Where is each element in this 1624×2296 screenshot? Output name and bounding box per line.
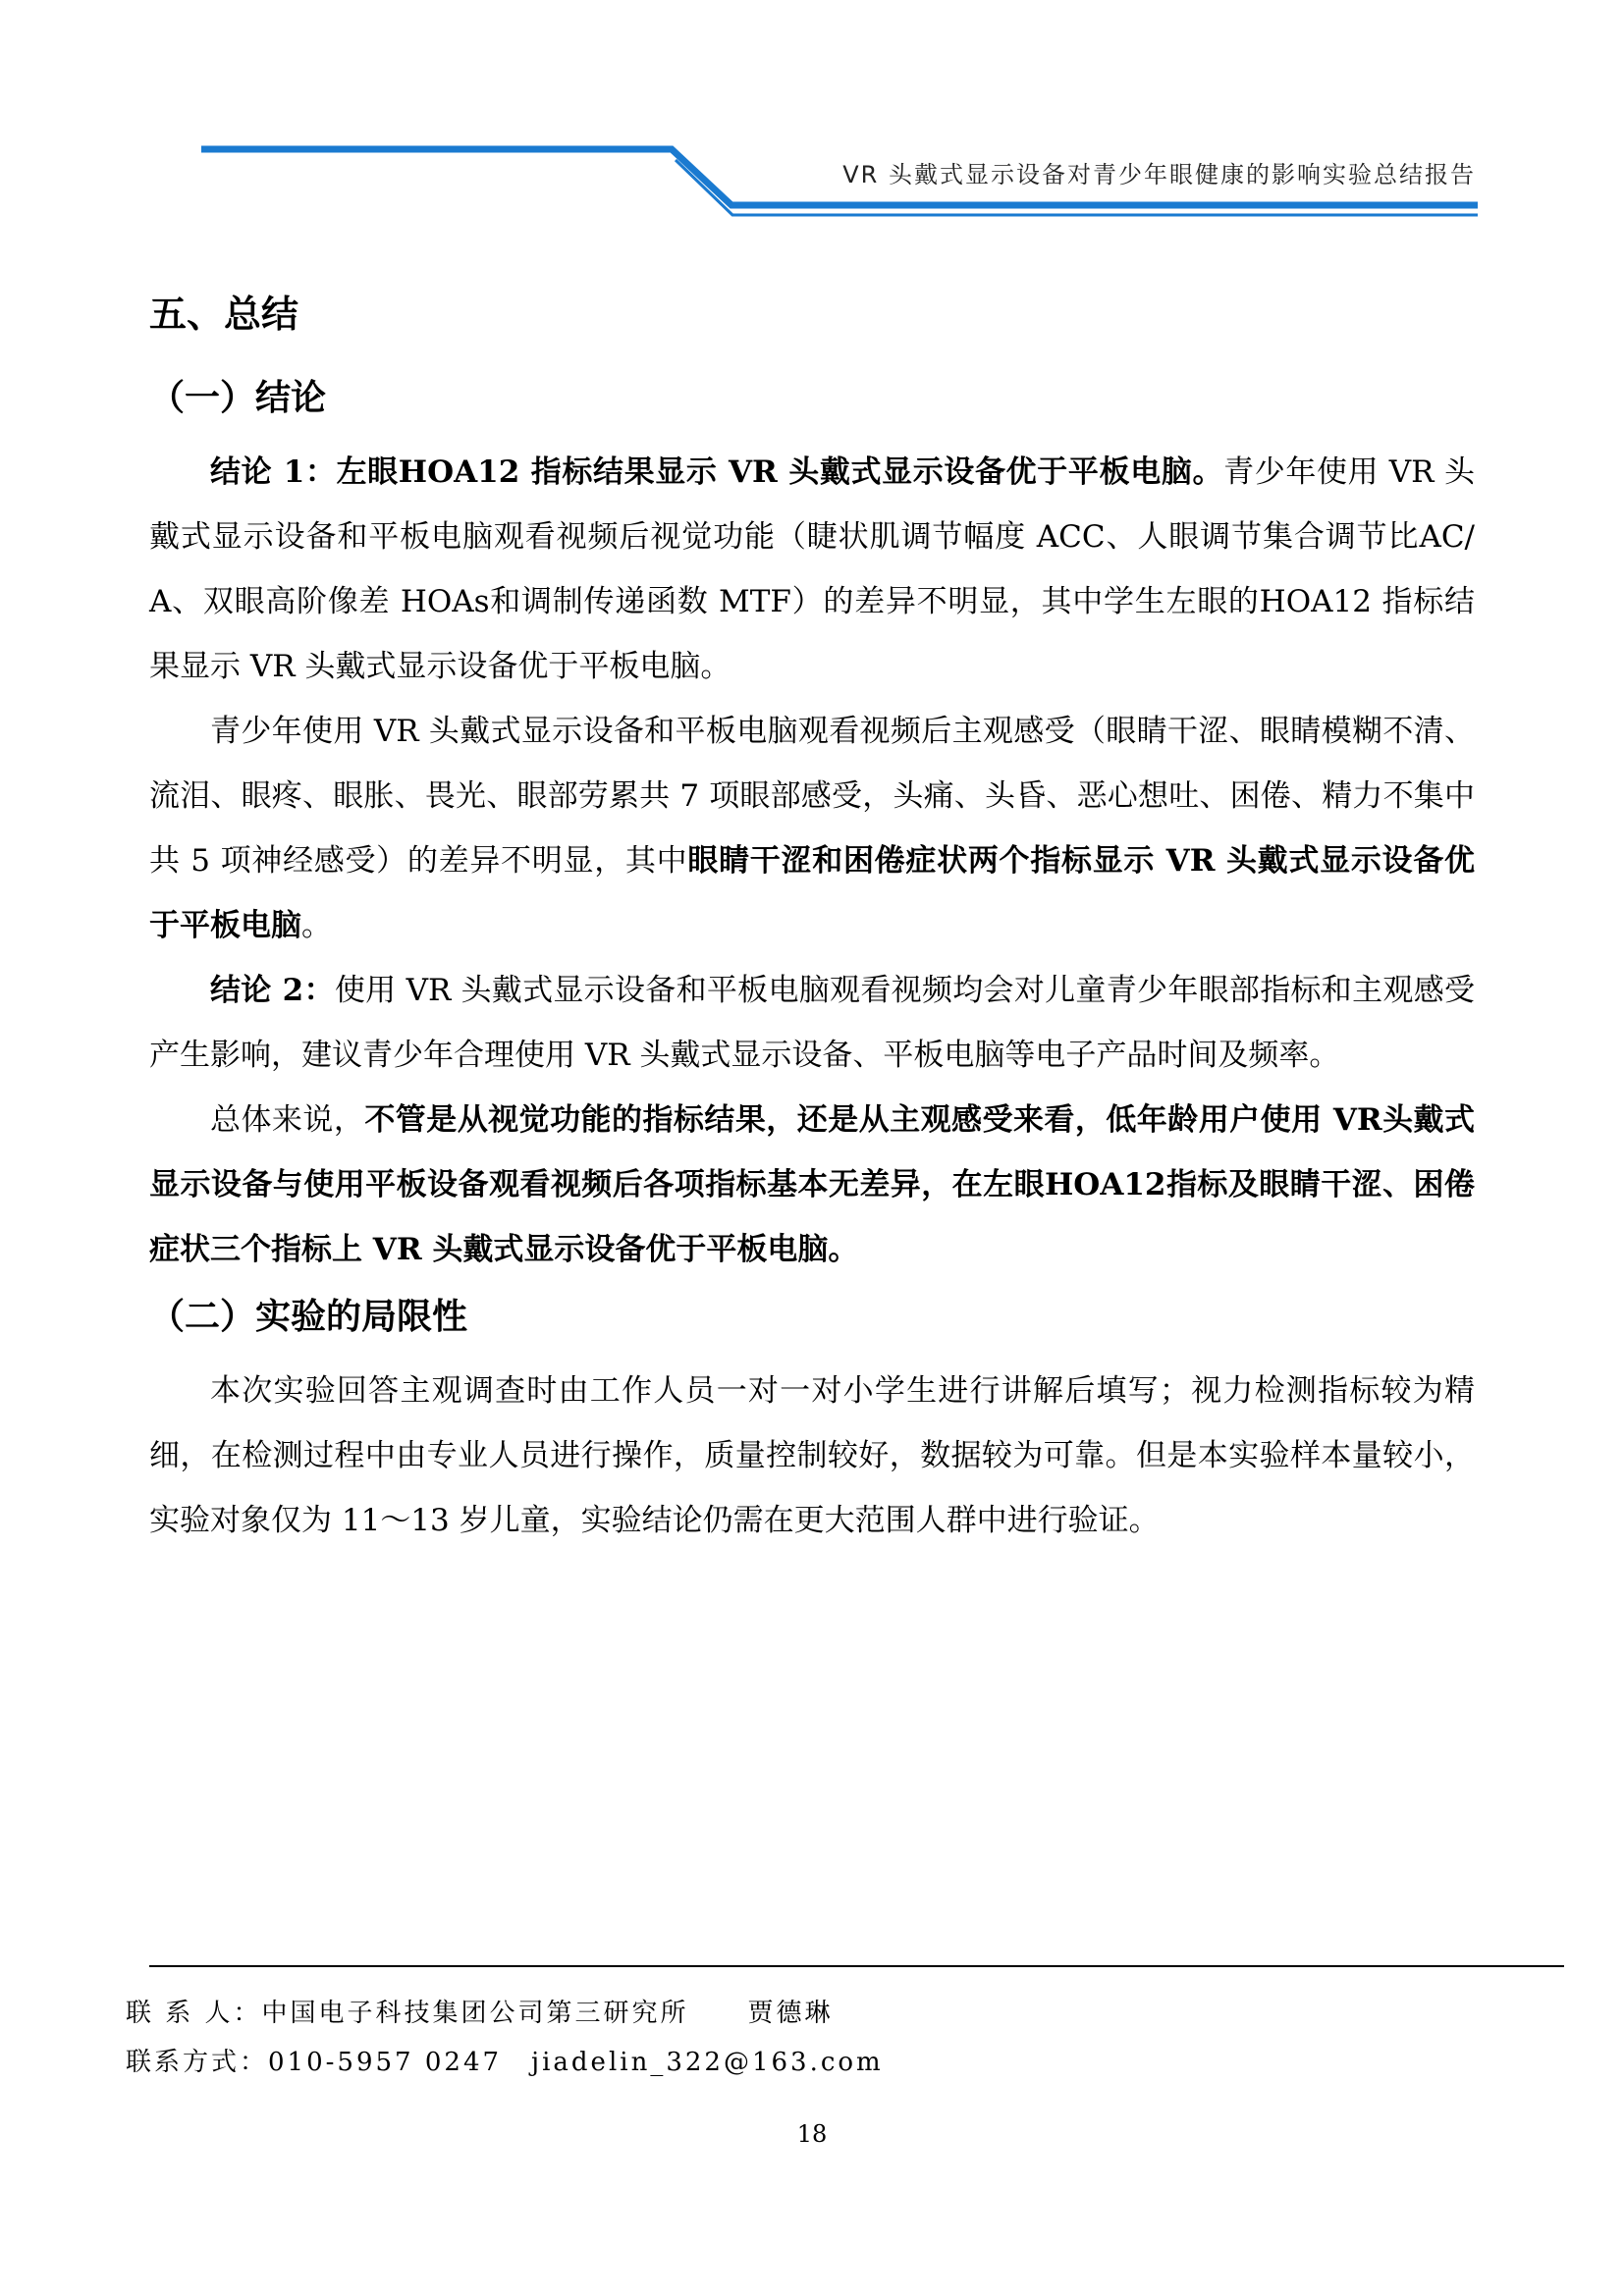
- page-number: 18: [796, 2120, 828, 2148]
- contact-org: 中国电子科技集团公司第三研究所: [261, 1999, 689, 2028]
- subjective-feeling-bold: 眼睛干涩和困倦症状两个指标显示 VR 头戴式显示设备优于平板电脑: [149, 843, 1475, 943]
- footer-rule: [149, 1965, 1564, 1967]
- subjective-feeling-text: 青少年使用 VR 头戴式显示设备和平板电脑观看视频后主观感受（眼睛干涩、眼睛模糊不清、流泪、眼疼、眼胀、畏光、眼部劳累共 7 项眼部感受，头痛、头昏、恶心想吐、困倦、精力不集中共 5 项神经感受）的差异不明显，其中: [149, 714, 1475, 879]
- subjective-feeling-paragraph: [149, 699, 1475, 958]
- contact-phone: 010-5957 0247: [268, 2048, 503, 2077]
- conclusion-2-paragraph: [149, 958, 1475, 1088]
- conclusion-1-bold: 结论 1：左眼HOA12 指标结果显示 VR 头戴式显示设备优于平板电脑。: [210, 454, 1224, 490]
- subsection-heading-conclusion: （一）结论: [149, 378, 327, 418]
- header-rule: [0, 0, 1624, 236]
- main-content: [149, 285, 1475, 1553]
- conclusion-2-bold: 结论 2：: [210, 973, 335, 1008]
- method-label: 联系方式：: [126, 2048, 269, 2077]
- subsection-heading-limitations: （二）实验的局限性: [149, 1297, 468, 1337]
- contact-method-line: [126, 2042, 884, 2078]
- contact-name: 贾德琳: [747, 1999, 834, 2028]
- overall-summary-bold: 不管是从视觉功能的指标结果，还是从主观感受来看，低年龄用户使用 VR头戴式显示设备与使用平板设备观看视频后各项指标基本无差异，在左眼HOA12指标及眼睛干涩、困倦症状三个指标上 VR 头戴式显示设备优于平板电脑。: [149, 1102, 1476, 1267]
- conclusion-1-text: 青少年使用 VR 头戴式显示设备和平板电脑观看视频后视觉功能（睫状肌调节幅度 ACC、人眼调节集合调节比AC/A、双眼高阶像差 HOAs和调制传递函数 MTF）的差异不明显，其中学生左眼的HOA12 指标结果显示 VR 头戴式显示设备优于平板电脑。: [149, 454, 1475, 684]
- section-heading: 五、总结: [149, 293, 299, 336]
- overall-summary-paragraph: [149, 1088, 1475, 1282]
- limitations-paragraph: 本次实验回答主观调查时由工作人员一对一对小学生进行讲解后填写；视力检测指标较为精细，在检测过程中由专业人员进行操作，质量控制较好，数据较为可靠。但是本实验样本量较小，实验对象仅为 11～13 岁儿童，实验结论仍需在更大范围人群中进行验证。: [149, 1373, 1475, 1538]
- conclusion-1-paragraph: [149, 440, 1475, 699]
- contact-label: 联 系 人：: [126, 1999, 262, 2028]
- subjective-feeling-tail: 。: [301, 908, 332, 943]
- contact-person-line: [126, 1993, 834, 2029]
- conclusion-2-text: 使用 VR 头戴式显示设备和平板电脑观看视频均会对儿童青少年眼部指标和主观感受产生影响，建议青少年合理使用 VR 头戴式显示设备、平板电脑等电子产品时间及频率。: [149, 973, 1475, 1073]
- header-title: VR 头戴式显示设备对青少年眼健康的影响实验总结报告: [842, 161, 1476, 188]
- overall-summary-text: 总体来说，: [210, 1102, 365, 1138]
- contact-email: jiadelin_322@163.com: [531, 2048, 884, 2077]
